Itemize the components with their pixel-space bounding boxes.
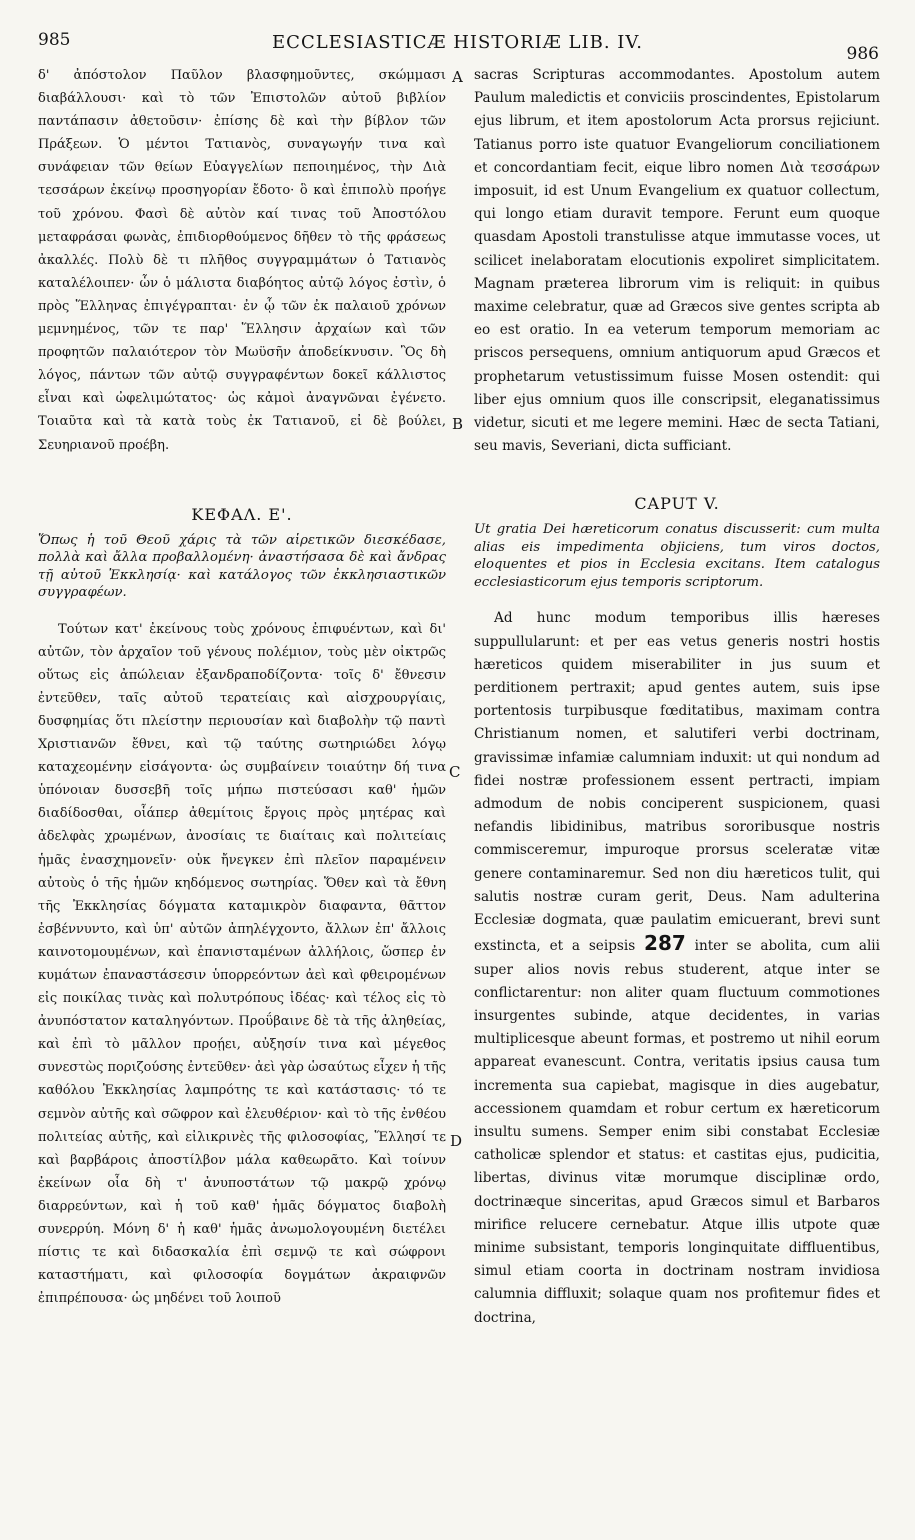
latin-paragraph-2	[474, 607, 880, 1329]
greek-column	[38, 64, 446, 1310]
latin-column	[474, 64, 880, 1330]
margin-letter-a: A	[452, 68, 463, 86]
greek-chapter-summary: Ὅπως ἡ τοῦ Θεοῦ χάρις τὰ τῶν αἱρετικῶν διεσκέδασε, πολλὰ καὶ ἄλλα προβαλλομένη· ἀναστήσασα δὲ καὶ ἄνδρας τῇ αὐτοῦ Ἐκκλησίᾳ· καὶ κατάλογος τῶν ἐκκλησιαστικῶν συγγραφέων.	[38, 532, 446, 601]
greek-paragraph-1: δ' ἀπόστολον Παῦλον βλασφημοῦντες, σκώμμασι διαβάλλουσι· καὶ τὸ τῶν Ἐπιστολῶν αὐτοῦ βιβλίον παντάπασιν ἀθετοῦσιν· ἐπίσης δὲ καὶ τὴν βίβλον τῶν Πράξεων. Ὁ μέντοι Τατιανὸς, συναγωγήν τινα καὶ συνάφειαν τῶν θείων Εὐαγγελίων πεποιημένος, τὴν Διὰ τεσσάρων ἐκείνῳ προσηγορίαν ἔδοτο· ὃ καὶ ἐπιπολὺ προήγε τοῦ χρόνου. Φασὶ δὲ αὐτὸν καί τινας τοῦ Ἀποστόλου μεταφράσαι φωνὰς, ἐπιδιορθούμενος δῆθεν τὸ τῆς φράσεως ἀκαλλές. Πολὺ δὲ τι πλῆθος συγγραμμάτων ὁ Τατιανὸς καταλέλοιπεν· ὧν ὁ μάλιστα διαβόητος αὐτῷ λόγος ἐστὶν, ὁ πρὸς Ἕλληνας ἐπιγέγραπται· ἐν ᾧ τῶν ἐκ παλαιοῦ χρόνων μεμνημένος, τῶν τε παρ' Ἕλλησιν ἀρχαίων καὶ τῶν προφητῶν παλαιότερον τὸν Μωϋσῆν ἀποδείκνυσιν. Ὃς δὴ λόγος, πάντων τῶν αὐτῷ συγγραφέντων δοκεῖ κάλλιστος εἶναι καὶ ὠφελιμώτατος· ὡς κἀμοὶ ἀναγνῶναι ἐγένετο. Τοιαῦτα καὶ τὰ κατὰ τοὺς ἐκ Τατιανοῦ, εἰ δὲ βούλει, Σευηριανοῦ προέβη.	[38, 68, 446, 453]
margin-letter-d: D	[450, 1132, 463, 1150]
margin-letter-c: C	[449, 763, 461, 781]
column-number-marker: 287	[644, 931, 686, 956]
latin-paragraph-1: sacras Scripturas accommodantes. Apostolum autem Paulum maledictis et conviciis proscindentes, Epistolarum ejus librum, et item apostolorum Acta prorsus rejiciunt. Tatianus porro iste quatuor Evangeliorum conciliationem et concordantiam fecit, eique libro nomen Διὰ τεσσάρων imposuit, id est Unum Evangelium ex quatuor collectum, qui longo etiam duravit tempore. Ferunt eum quoque quasdam Apostoli transtulisse atque immutasse voces, ut scilicet inelaboratam elocutionis expoliret simplicitatem. Magnam præterea librorum vim is reliquit: in quibus maxime celebratur, quæ ad Græcos sive gentes scripta ab eo est oratio. In ea veterum temporum memoriam ac priscos persequens, omnium antiquorum apud Græcos et prophetarum vetustissimum fuisse Mosen ostendit: qui liber ejus omnium quos ille conscripsit, eleganatissimus videtur, sicuti et me legere memini. Hæc de secta Tatiani, seu mavis, Severiani, dicta sufficiant.	[474, 67, 880, 455]
margin-letter-b: B	[452, 415, 464, 433]
latin-chapter-summary: Ut gratia Dei hæreticorum conatus discusserit: cum multa alias eis impedimenta objiciens, tum viros doctos, eloquentes et pios in Ecclesia excitans. Item catalogus ecclesiasticorum ejus temporis scriptorum.	[474, 522, 880, 590]
running-title: ECCLESIASTICÆ HISTORIÆ LIB. IV.	[272, 32, 643, 53]
greek-chapter-title: ΚΕΦΑΛ. Ε'.	[191, 504, 293, 524]
page-number-left: 985	[38, 30, 71, 50]
running-header	[30, 30, 885, 66]
greek-paragraph-2: Τούτων κατ' ἐκείνους τοὺς χρόνους ἐπιφυέντων, καὶ δι' αὐτῶν, τὸν ἀρχαῖον τοῦ γένους πολέμιον, τοὺς μὲν οἰκτρῶς οὕτως εἰς ἀπώλειαν ἐξανδραποδίζοντα· τοῖς δ' ἔθνεσιν ἐντεῦθεν, ταῖς αὐτοῦ τερατείαις καὶ αἰσχρουργίαις, δυσφημίας ὅτι πλείστην περιουσίαν καὶ διαβολὴν τῷ παντὶ Χριστιανῶν ἔθνει, καὶ τῷ ταύτης σωτηριώδει λόγῳ καταχεομένην εἰσάγοντα· ὡς συμβαίνειν τοιαύτην δή τινα ὑπόνοιαν δυσσεβῆ τοῖς μήπω πιστεύσασι καθ' ἡμῶν διαδίδοσθαι, οἷάπερ ἀθεμίτοις ἔργοις πρὸς μητέρας καὶ ἀδελφὰς χρωμένων, ἀνοσίαις τε διαίταις καὶ πολιτείαις ἡμᾶς ἐνασχημονεῖν· οὐκ ἤνεγκεν ἐπὶ πλεῖον παραμένειν αὐτοὺς ὁ τῆς ἡμῶν κηδόμενος σωτηρίας. Ὅθεν καὶ τὰ ἔθνη τῆς Ἐκκλησίας δόγματα καταμικρὸν διαφαντα, θᾶττον ἐσβέννυντο, καὶ ὑπ' αὐτῶν ἀπηλέγχοντο, ἄλλων ἐπ' ἄλλοις καινοτομουμένων, καὶ ἐπανισταμένων ἀλλήλοις, ὥσπερ ἐν κυμάτων ἐπαναστάσεσιν ὑπορρεόντων ἀεὶ καὶ φθειρομένων εἰς ποικίλας τινὰς καὶ πολυτρόπους ἰδέας· καὶ τέλος εἰς τὸ ἀνυπόστατον καταληγόντων. Προΰβαινε δὲ τὰ τῆς ἀληθείας, καὶ ἐπὶ τὸ μᾶλλον προῄει, αὐξησίν τινα καὶ μέγεθος συνεστὼς ποριζούσης ἐντεῦθεν· ἀεὶ γὰρ ὡσαύτως εἶχεν ἡ τῆς καθόλου Ἐκκλησίας λαμπρότης τε καὶ κατάστασις· τό τε σεμνὸν αὐτῆς καὶ σῶφρον καὶ ἐλευθέριον· καὶ τὸ τῆς ἐνθέου πολιτείας αὐτῆς, καὶ εἰλικρινὲς τῆς φιλοσοφίας, Ἕλλησί τε καὶ βαρβάροις ἀποστίλβον μάλα καθεωρᾶτο. Καὶ τοίνυν ἐκείνων οἷα δὴ τ' ἀνυποστάτων τῷ μακρῷ χρόνῳ διαρρεύντων, καὶ ἡ τοῦ καθ' ἡμᾶς δόγματος διαβολὴ συνερρύη. Μόνη δ' ἡ καθ' ἡμᾶς ἀνωμολογουμένη διετέλει πίστις τε καὶ διδασκαλία ἐπὶ σεμνῷ τε καὶ σώφρονι καταστήματι, καὶ φιλοσοφία δογμάτων ἀκραιφνῶν ἐπιπρέπουσα· ὡς μηδένει τοῦ λοιποῦ	[38, 621, 446, 1307]
page-number-right: 986	[846, 44, 879, 64]
latin-paragraph-2-part-a: Ad hunc modum temporibus illis hæreses suppullularunt: et per eas vetus generis nostri hostis hæreticos quidem miserabiliter in jus suum et perditionem pertraxit; apud gentes autem, suis ipse portentosis turpibusque fœditatibus, maximam contra Christianum nomen, et salutiferi verbi doctrinam, gravissimæ infamiæ calumniam induxit: ut qui nondum ad fidei nostræ professionem essent pertracti, impiam admodum de nobis conciperent suspicionem, quasi nefandis libidinibus, matribus sororibusque nostris commisceremur, impuroque prorsus sceleratæ vitæ genere contaminaremur. Sed non diu hæreticos tulit, qui salutis nostræ curam gerit, Deus. Nam adulterina Ecclesiæ dogmata, quæ paulatim emicuerant, brevi sunt exstincta, et a seipsis	[474, 610, 880, 955]
latin-paragraph-2-part-b: inter se abolita, cum alii super alios novis rebus studerent, atque inter se conflictarentur: non aliter quam fluctuum commotiones insurgentes subinde, atque decidentes, in varias multiplicesque abeunt formas, et postremo ut nihil eorum appareat evanescunt. Contra, veritatis ipsius causa tum incrementa sua capiebat, magisque in dies augebatur, accessionem quamdam et robur certum ex hæreticorum insultu sumens. Semper enim sibi constabat Ecclesiæ catholicæ splendor et status: et castitas ejus, pudicitia, libertas, divinus vitæ morumque disciplinæ ordo, doctrinæque sinceritas, apud Græcos simul et Barbaros mirifice relucere cernebatur. Atque illis utpote quæ minime subsistant, temporis longinquitate diffluentibus, simul etiam coorta in doctrinam nostram invidiosa calumnia diffluxit; solaque quam nos profitemur fides et doctrina,	[474, 938, 880, 1326]
latin-chapter-title: CAPUT V.	[634, 494, 720, 514]
